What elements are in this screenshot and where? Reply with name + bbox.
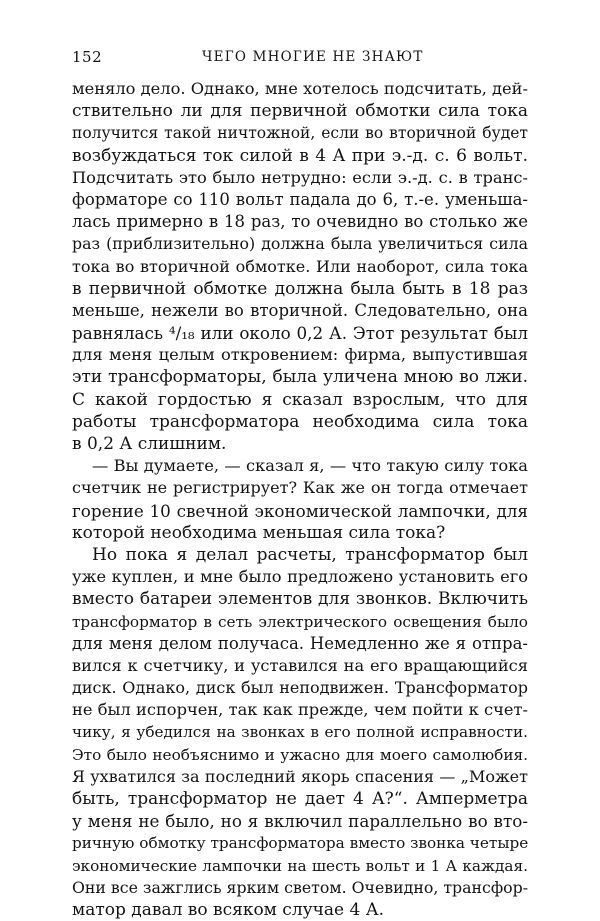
text-line: ствительно ли для первичной обмотки сила тока [72, 101, 528, 122]
text-line: Я ухватился за последний якорь спасения — „Может [72, 766, 528, 786]
text-line: матор давал во всяком случае 4 А. [72, 899, 384, 920]
text-line: экономические лампочки на шесть вольт и 1 А каждая. [72, 856, 528, 875]
text-line: возбуждаться ток силой в 4 А при э.-д. с. 6 вольт. [72, 145, 528, 166]
text-line: лась примерно в 18 раз, то очевидно во столько же [72, 212, 528, 232]
text-line: вместо батареи элементов для звонков. Включить [72, 589, 528, 610]
text-line: получится такой ничтожной, если во вторичной будет [72, 124, 528, 143]
text-line: для меня целым откровением: фирма, выпустившая [72, 345, 528, 365]
text-line: трансформатор в сеть электрического освещения было [72, 612, 528, 631]
text-line: вился к счетчику, и уставился на его вращающийся [72, 655, 528, 675]
running-header [72, 48, 528, 70]
text-line: меньше, нежели во вторичной. Следовательно, она [72, 300, 528, 320]
text-line: раз (приблизительно) должна была увеличиться сила [72, 234, 528, 254]
text-line: быть, трансформатор не дает 4 А?“. Амперметра [72, 789, 528, 809]
text-line: Они все зажглись ярким светом. Очевидно, трансфор- [72, 877, 528, 897]
text-line: не был испорчен, так как прежде, чем пойти к счет- [72, 700, 528, 720]
text-line: Подсчитать это было нетрудно: если э.-д. с. в транс- [72, 167, 528, 187]
text-line: Но пока я делал расчеты, трансформатор был [92, 544, 528, 565]
text-line: эти трансформаторы, была уличена мною во лжи. [72, 367, 528, 388]
body-text [72, 78, 528, 921]
text-line: работы трансформатора необходима сила тока [72, 411, 528, 432]
text-line: Это было необъяснимо и ужасно для моего самолюбия. [72, 745, 528, 764]
text-line: горение 10 свечной экономической лампочки, для [72, 500, 528, 521]
text-line: диск. Однако, диск был неподвижен. Трансформатор [72, 678, 528, 698]
text-line: меняло дело. Однако, мне хотелось подсчитать, дей- [72, 79, 528, 98]
text-line: в 0,2 А слишним. [72, 434, 227, 454]
page-number: 152 [72, 48, 103, 66]
text-line: у меня не было, но я включил параллельно во вто- [72, 811, 528, 832]
text-line: чику, я убедился на звонках в его полной исправности. [72, 723, 528, 742]
text-line: С какой гордостью я сказал взрослым, что для [72, 389, 528, 410]
text-line: тока во вторичной обмотке. Или наоборот, сила тока [72, 256, 528, 276]
text-line: равнялась ⁴/₁₈ или около 0,2 А. Этот результат был [72, 323, 528, 344]
text-line: для меня делом получаса. Немедленно же я отпра- [72, 633, 528, 653]
running-title: ЧЕГО МНОГИЕ НЕ ЗНАЮТ [202, 49, 424, 65]
text-line: счетчик не регистрирует? Как же он тогда отмечает [72, 478, 528, 498]
text-line: в первичной обмотке должна была быть в 18 раз [72, 278, 528, 299]
text-line: форматоре со 110 вольт падала до 6, т.-е. уменьша- [72, 189, 528, 209]
text-line: — Вы думаете, — сказал я, — что такую силу тока [92, 456, 528, 476]
text-line: ричную обмотку трансформатора вместо звонка четыре [72, 834, 528, 853]
text-line: которой необходима меньшая сила тока? [72, 522, 446, 543]
text-line: уже куплен, и мне было предложено установить его [72, 567, 528, 587]
